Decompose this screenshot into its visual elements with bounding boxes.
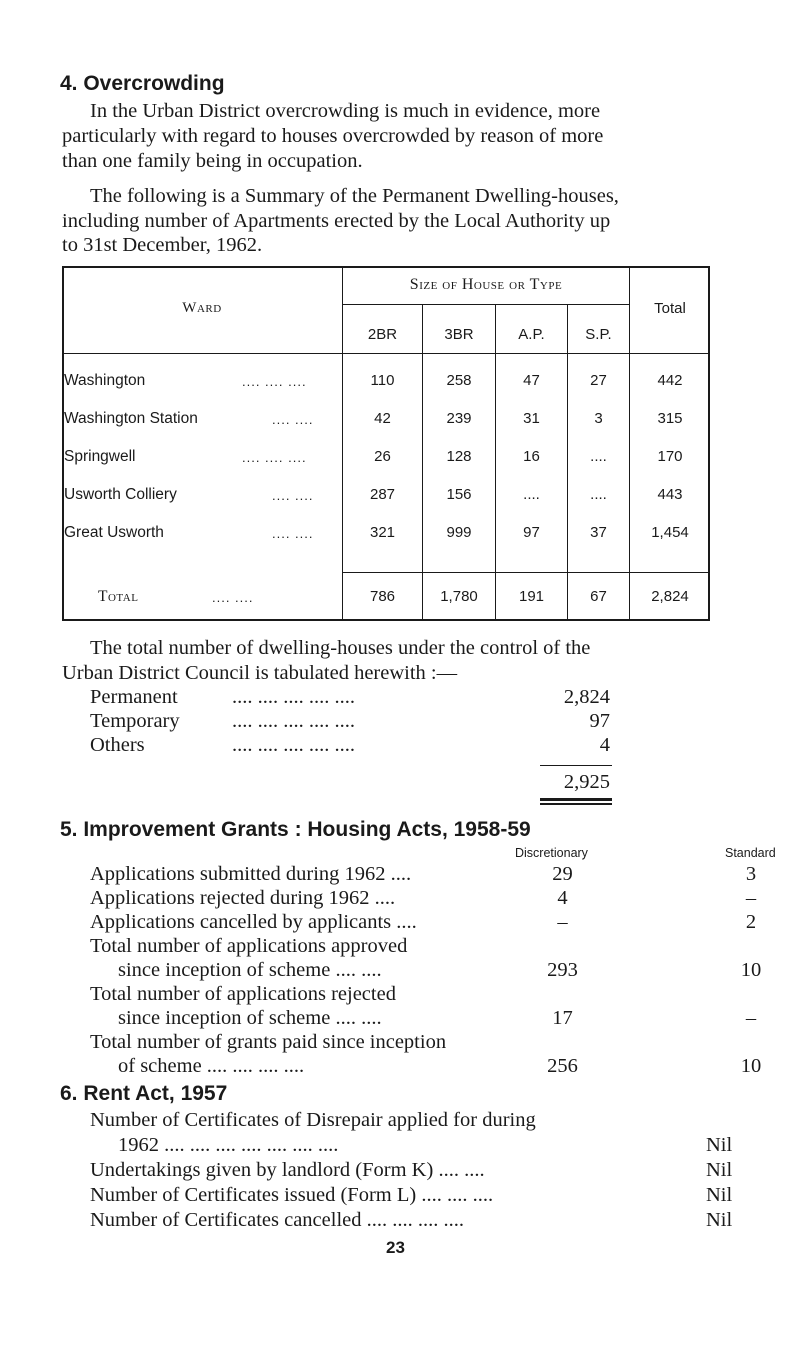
leader-dots: .... .... (272, 488, 314, 503)
table-cell: .... (590, 486, 607, 503)
total-row-divider (342, 572, 710, 573)
rent-row-label: Undertakings given by landlord (Form K) .... .... (90, 1159, 485, 1181)
section-4-heading: 4. Overcrowding (60, 72, 225, 95)
control-item-value: 97 (589, 710, 610, 732)
table-cell: 16 (523, 448, 540, 465)
rent-row-label: Number of Certificates of Disrepair applied for during (90, 1109, 536, 1131)
overcrowding-paragraph-line: In the Urban District overcrowding is much in evidence, more (90, 100, 601, 122)
table-cell: 443 (657, 486, 683, 503)
column-header-sp: S.P. (585, 326, 612, 343)
total-row-label: Total (98, 588, 139, 605)
discretionary-column-header: Discretionary (515, 846, 588, 860)
standard-value: 3 (745, 863, 757, 885)
table-cell: 287 (369, 486, 396, 503)
total-cell: 786 (369, 588, 396, 605)
control-item-label: Others (90, 734, 145, 756)
standard-column-header: Standard (725, 846, 776, 860)
standard-value: – (745, 887, 757, 909)
section-5-heading: 5. Improvement Grants : Housing Acts, 1958-59 (60, 818, 531, 841)
leader-dots: .... .... (272, 526, 314, 541)
leader-dots: .... .... .... (242, 374, 307, 389)
column-divider (342, 266, 343, 621)
control-item-value: 4 (599, 734, 610, 756)
rent-row-label-cont: 1962 .... .... .... .... .... .... .... (118, 1134, 339, 1156)
discretionary-value: 4 (557, 887, 568, 909)
size-type-group-header: Size of House or Type (409, 276, 563, 293)
table-cell: 31 (523, 410, 540, 427)
discretionary-value: 17 (552, 1007, 573, 1029)
total-cell: 2,824 (651, 588, 689, 605)
summary-paragraph-line: to 31st December, 1962. (62, 234, 263, 256)
section-6-heading: 6. Rent Act, 1957 (60, 1082, 228, 1105)
total-column-header: Total (654, 300, 686, 317)
table-cell: 321 (369, 524, 396, 541)
table-cell: 999 (446, 524, 472, 541)
table-cell: 170 (657, 448, 683, 465)
sum-double-rule (540, 798, 612, 801)
ward-name: Usworth Colliery (64, 486, 177, 503)
rent-row-label: Number of Certificates issued (Form L) .... .... .... (90, 1184, 494, 1206)
rent-row-value: Nil (706, 1209, 733, 1231)
table-cell: 315 (657, 410, 683, 427)
discretionary-value: – (557, 911, 568, 933)
discretionary-value: 29 (552, 863, 573, 885)
leader-dots: .... .... .... .... .... (232, 710, 355, 732)
table-cell: .... (523, 486, 540, 503)
grant-row-label: Total number of grants paid since inception (90, 1031, 447, 1053)
table-cell: 239 (446, 410, 472, 427)
standard-value: 10 (740, 959, 762, 981)
discretionary-value: 293 (547, 959, 578, 981)
table-cell: 27 (590, 372, 607, 389)
control-intro-line: Urban District Council is tabulated herewith :— (62, 662, 458, 684)
table-cell: 37 (590, 524, 607, 541)
dwelling-summary-table (62, 266, 710, 621)
leader-dots: .... .... (212, 590, 254, 605)
table-cell: 1,454 (651, 524, 689, 541)
control-item-label: Permanent (90, 686, 178, 708)
control-item-value: 2,824 (563, 686, 610, 708)
overcrowding-paragraph-line: than one family being in occupation. (62, 150, 363, 172)
leader-dots: .... .... .... (242, 450, 307, 465)
grant-row-label-cont: since inception of scheme .... .... (118, 1007, 382, 1029)
rent-row-label: Number of Certificates cancelled .... .... .... .... (90, 1209, 464, 1231)
group-header-divider (342, 304, 630, 305)
control-item-label: Temporary (90, 710, 180, 732)
leader-dots: .... .... .... .... .... (232, 734, 355, 756)
table-cell: 128 (446, 448, 472, 465)
total-cell: 191 (518, 588, 545, 605)
leader-dots: .... .... .... .... .... (232, 686, 355, 708)
grant-row-label: Total number of applications approved (90, 935, 408, 957)
rent-row-value: Nil (706, 1134, 733, 1156)
rent-row-value: Nil (706, 1184, 733, 1206)
table-bottom-border (62, 619, 710, 621)
total-cell: 67 (590, 588, 607, 605)
table-cell: 3 (594, 410, 603, 427)
grant-row-label: Applications submitted during 1962 .... (90, 863, 412, 885)
table-cell: 156 (446, 486, 472, 503)
sum-double-rule (540, 803, 612, 805)
grant-row-label: Total number of applications rejected (90, 983, 396, 1005)
ward-name: Washington (64, 372, 146, 389)
control-intro-line: The total number of dwelling-houses under the control of the (90, 637, 591, 659)
discretionary-value: 256 (547, 1055, 578, 1077)
table-cell: .... (590, 448, 607, 465)
ward-name: Great Usworth (64, 524, 164, 541)
table-cell: 47 (523, 372, 540, 389)
control-sum-value: 2,925 (563, 771, 610, 793)
table-left-border (62, 266, 64, 621)
column-header-ap: A.P. (518, 326, 545, 343)
page-number: 23 (386, 1238, 405, 1257)
standard-value: 10 (740, 1055, 762, 1077)
ward-name: Springwell (64, 448, 136, 465)
total-cell: 1,780 (440, 588, 478, 605)
header-divider (62, 353, 710, 354)
table-cell: 258 (446, 372, 472, 389)
sum-rule (540, 765, 612, 766)
table-right-border (708, 266, 710, 621)
column-header-3br: 3BR (444, 326, 474, 343)
grant-row-label-cont: of scheme .... .... .... .... (118, 1055, 305, 1077)
summary-paragraph-line: The following is a Summary of the Permanent Dwelling-houses, (90, 185, 619, 207)
ward-column-header: Ward (182, 300, 222, 316)
column-header-2br: 2BR (367, 326, 398, 343)
standard-value: – (745, 1007, 757, 1029)
table-top-border (62, 266, 710, 268)
table-cell: 42 (374, 410, 391, 427)
grant-row-label-cont: since inception of scheme .... .... (118, 959, 382, 981)
overcrowding-paragraph-line: particularly with regard to houses overcrowded by reason of more (62, 125, 604, 147)
column-divider (629, 266, 630, 621)
standard-value: 2 (745, 911, 757, 933)
leader-dots: .... .... (272, 412, 314, 427)
summary-paragraph-line: including number of Apartments erected by the Local Authority up (62, 210, 611, 232)
grant-row-label: Applications rejected during 1962 .... (90, 887, 396, 909)
table-cell: 26 (374, 448, 391, 465)
rent-row-value: Nil (706, 1159, 733, 1181)
table-cell: 110 (370, 372, 395, 389)
table-cell: 97 (523, 524, 540, 541)
ward-name: Washington Station (64, 410, 198, 427)
grant-row-label: Applications cancelled by applicants .... (90, 911, 417, 933)
table-cell: 442 (657, 372, 683, 389)
